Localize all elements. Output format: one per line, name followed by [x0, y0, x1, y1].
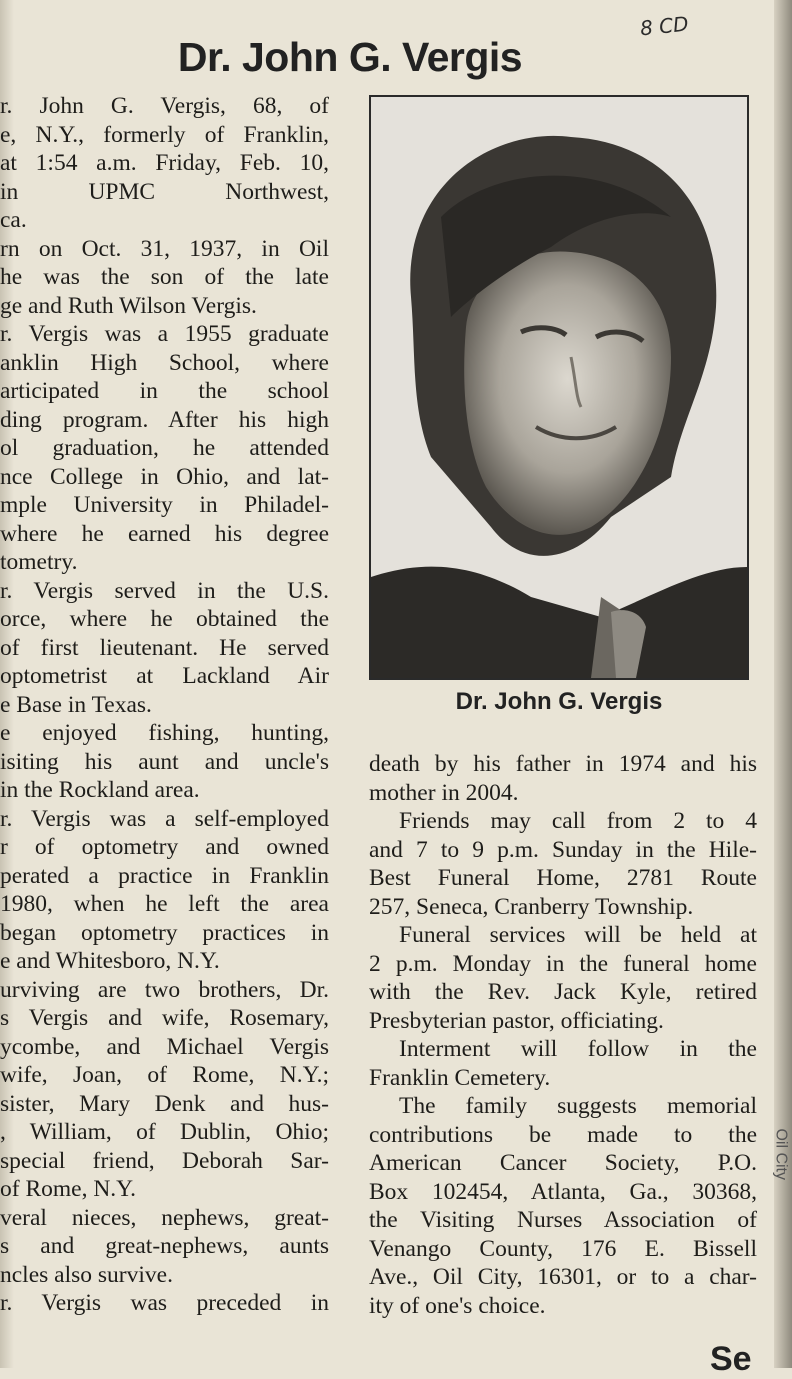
page-edge-fragment: Oil City: [773, 1128, 790, 1180]
text-line: the Visiting Nurses Association of: [369, 1207, 757, 1233]
portrait-illustration: [371, 97, 747, 678]
text-line: r of optometry and owned: [0, 834, 329, 860]
text-line: optometrist at Lackland Air: [0, 663, 329, 689]
portrait-photo: [369, 95, 749, 680]
text-line: anklin High School, where: [0, 349, 329, 376]
text-line: Ave., Oil City, 16301, or to a char-: [369, 1264, 757, 1290]
left-text-column: [0, 92, 329, 1318]
text-line: , William, of Dublin, Ohio;: [0, 1119, 329, 1145]
text-line: and 7 to 9 p.m. Sunday in the Hile-: [369, 836, 757, 863]
text-line: Box 102454, Atlanta, Ga., 30368,: [369, 1178, 757, 1205]
text-line: Funeral services will be held at: [399, 922, 757, 948]
text-line: e enjoyed fishing, hunting,: [0, 720, 329, 746]
text-line: orce, where he obtained the: [0, 606, 329, 632]
text-line: death by his father in 1974 and his: [369, 751, 757, 777]
text-line: with the Rev. Jack Kyle, retired: [369, 979, 757, 1005]
text-line: veral nieces, nephews, great-: [0, 1204, 329, 1231]
text-line: tometry.: [0, 549, 78, 575]
text-line: where he earned his degree: [0, 520, 329, 547]
text-line: mple University in Philadel-: [0, 492, 329, 518]
photo-caption: Dr. John G. Vergis: [455, 688, 663, 715]
text-line: ge and Ruth Wilson Vergis.: [0, 292, 257, 319]
text-line: Best Funeral Home, 2781 Route: [369, 865, 757, 891]
obituary-headline: Dr. John G. Vergis: [177, 34, 523, 80]
text-line: r. Vergis was preceded in: [0, 1290, 329, 1316]
next-article-fragment: Se: [710, 1340, 752, 1378]
text-line: contributions be made to the: [369, 1121, 757, 1148]
text-line: of first lieutenant. He served: [0, 634, 329, 661]
text-line: at 1:54 a.m. Friday, Feb. 10,: [0, 150, 329, 176]
text-line: Presbyterian pastor, officiating.: [369, 1007, 664, 1034]
text-line: began optometry practices in: [0, 919, 329, 946]
handwritten-margin-note: 8 CD: [638, 11, 690, 41]
text-line: ding program. After his high: [0, 406, 329, 433]
text-line: s Vergis and wife, Rosemary,: [0, 1005, 329, 1031]
text-line: r. Vergis served in the U.S.: [0, 577, 329, 604]
text-line: Franklin Cemetery.: [369, 1064, 551, 1091]
text-line: in UPMC Northwest,: [0, 178, 329, 205]
text-line: Interment will follow in the: [399, 1036, 757, 1062]
text-line: 1980, when he left the area: [0, 891, 329, 917]
text-line: e, N.Y., formerly of Franklin,: [0, 121, 329, 148]
text-line: e and Whitesboro, N.Y.: [0, 948, 220, 974]
text-line: r. John G. Vergis, 68, of: [0, 93, 329, 119]
text-line: ity of one's choice.: [369, 1292, 546, 1319]
text-line: r. Vergis was a 1955 graduate: [0, 321, 329, 347]
text-line: ycombe, and Michael Vergis: [0, 1033, 329, 1060]
text-line: in the Rockland area.: [0, 777, 200, 803]
text-line: he was the son of the late: [0, 264, 329, 290]
text-line: mother in 2004.: [369, 779, 519, 806]
text-line: The family suggests memorial: [399, 1093, 757, 1119]
text-line: rn on Oct. 31, 1937, in Oil: [0, 235, 329, 262]
text-line: Venango County, 176 E. Bissell: [369, 1235, 757, 1262]
text-line: 257, Seneca, Cranberry Township.: [369, 893, 694, 920]
text-line: perated a practice in Franklin: [0, 862, 329, 889]
text-line: articipated in the school: [0, 378, 329, 404]
text-line: ncles also survive.: [0, 1261, 173, 1288]
text-line: special friend, Deborah Sar-: [0, 1147, 329, 1174]
text-line: ca.: [0, 207, 27, 233]
text-line: s and great-nephews, aunts: [0, 1233, 329, 1259]
text-line: isiting his aunt and uncle's: [0, 748, 329, 775]
text-line: American Cancer Society, P.O.: [369, 1150, 757, 1176]
text-line: e Base in Texas.: [0, 691, 152, 718]
text-line: r. Vergis was a self-employed: [0, 805, 329, 832]
text-line: nce College in Ohio, and lat-: [0, 463, 329, 490]
text-line: of Rome, N.Y.: [0, 1176, 136, 1202]
right-text-column: [369, 750, 757, 1320]
text-line: 2 p.m. Monday in the funeral home: [369, 950, 757, 977]
text-line: ol graduation, he attended: [0, 435, 329, 461]
text-line: wife, Joan, of Rome, N.Y.;: [0, 1062, 329, 1088]
text-line: Friends may call from 2 to 4: [399, 808, 757, 834]
text-line: urviving are two brothers, Dr.: [0, 976, 329, 1003]
text-line: sister, Mary Denk and hus-: [0, 1090, 329, 1117]
